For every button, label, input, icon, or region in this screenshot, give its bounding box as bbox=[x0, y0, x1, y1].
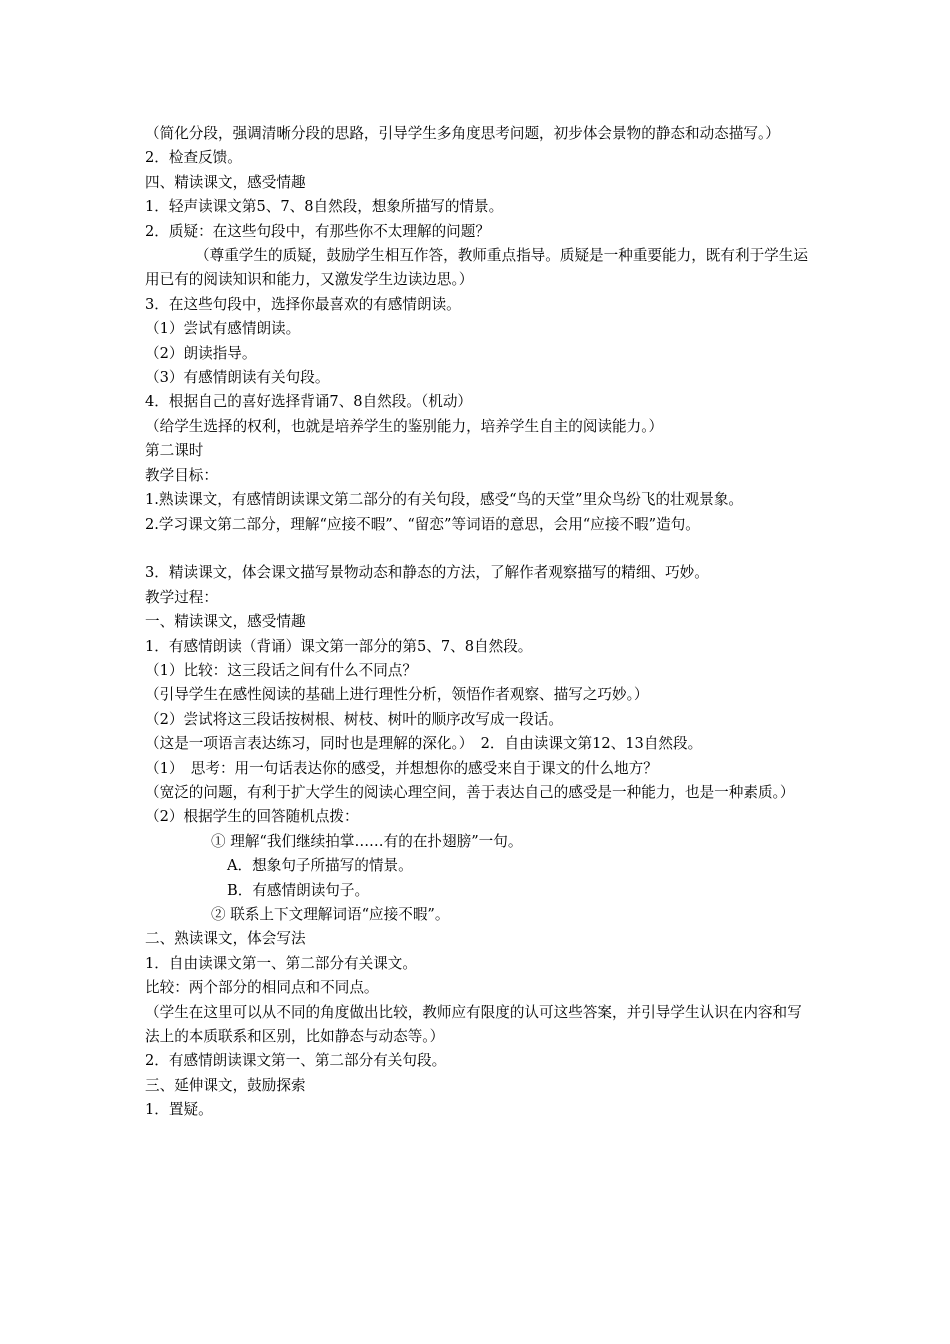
goal-item: 3．精读课文，体会课文描写景物动态和静态的方法，了解作者观察描写的精细、巧妙。 bbox=[145, 564, 709, 582]
list-item: 2．检查反馈。 bbox=[145, 149, 242, 167]
sub-list-item: （2）根据学生的回答随机点拨： bbox=[145, 808, 359, 826]
list-item: 1．有感情朗读（背诵）课文第一部分的第5、7、8自然段。 bbox=[145, 637, 533, 655]
note-paragraph: （尊重学生的质疑，鼓励学生相互作答，教师重点指导。质疑是一种重要能力，既有利于学生运用已有的阅读知识和能力，又激发学生边读边思。） bbox=[145, 247, 808, 289]
list-item: 比较：两个部分的相同点和不同点。 bbox=[145, 979, 379, 997]
goal-item: 1.熟读课文，有感情朗读课文第二部分的有关句段，感受“鸟的天堂”里众鸟纷飞的壮观景象。 bbox=[145, 491, 744, 509]
blank-line bbox=[145, 537, 813, 561]
section-heading: 四、精读课文，感受情趣 bbox=[145, 173, 306, 191]
list-item: 1．置疑。 bbox=[145, 1101, 213, 1119]
note-paragraph: （这是一项语言表达练习，同时也是理解的深化。） 2．自由读课文第12、13自然段。 bbox=[145, 735, 703, 753]
guide-sub-item: B．有感情朗读句子。 bbox=[227, 881, 370, 899]
section-heading: 三、延伸课文，鼓励探索 bbox=[145, 1076, 306, 1094]
guide-item: ② 联系上下文理解词语“应接不暇”。 bbox=[211, 905, 450, 923]
sub-list-item: （2）朗读指导。 bbox=[145, 344, 257, 362]
sub-list-item: （1） 思考：用一句话表达你的感受，并想想你的感受来自于课文的什么地方？ bbox=[145, 759, 658, 777]
sub-list-item: （1）尝试有感情朗读。 bbox=[145, 320, 301, 338]
note-paragraph: （简化分段，强调清晰分段的思路，引导学生多角度思考问题，初步体会景物的静态和动态描写。） bbox=[145, 125, 780, 142]
lesson-heading: 第二课时 bbox=[145, 442, 204, 460]
section-heading: 二、熟读课文，体会写法 bbox=[145, 930, 306, 948]
list-item: 1．自由读课文第一、第二部分有关课文。 bbox=[145, 954, 417, 972]
list-item: 4．根据自己的喜好选择背诵7、8自然段。（机动） bbox=[145, 393, 473, 411]
list-item: 2．有感情朗读课文第一、第二部分有关句段。 bbox=[145, 1052, 447, 1070]
list-item: 2．质疑：在这些句段中，有那些你不太理解的问题？ bbox=[145, 222, 490, 240]
section-label: 教学目标： bbox=[145, 466, 218, 484]
note-paragraph: （引导学生在感性阅读的基础上进行理性分析，领悟作者观察、描写之巧妙。） bbox=[145, 686, 649, 704]
guide-sub-item: A．想象句子所描写的情景。 bbox=[227, 857, 413, 875]
goal-item: 2.学习课文第二部分，理解“应接不暇”、“留恋”等词语的意思，会用“应接不暇”造句。 bbox=[145, 515, 700, 533]
section-heading: 一、精读课文，感受情趣 bbox=[145, 613, 306, 631]
list-item: 1．轻声读课文第5、7、8自然段，想象所描写的情景。 bbox=[145, 198, 504, 216]
sub-list-item: （1）比较：这三段话之间有什么不同点？ bbox=[145, 661, 417, 679]
section-label: 教学过程： bbox=[145, 588, 218, 606]
sub-list-item: （3）有感情朗读有关句段。 bbox=[145, 369, 330, 387]
note-paragraph: （给学生选择的权利，也就是培养学生的鉴别能力，培养学生自主的阅读能力。） bbox=[145, 417, 664, 435]
sub-list-item: （2）尝试将这三段话按树根、树枝、树叶的顺序改写成一段话。 bbox=[145, 710, 563, 728]
note-paragraph: （宽泛的问题，有利于扩大学生的阅读心理空间，善于表达自己的感受是一种能力，也是一种素质。） bbox=[145, 783, 795, 801]
list-item: 3．在这些句段中，选择你最喜欢的有感情朗读。 bbox=[145, 295, 461, 313]
note-paragraph: （学生在这里可以从不同的角度做出比较，教师应有限度的认可这些答案，并引导学生认识在内容和写法上的本质联系和区别，比如静态与动态等。） bbox=[145, 1003, 802, 1046]
document-body bbox=[145, 122, 813, 1123]
guide-item: ① 理解“我们继续拍掌……有的在扑翅膀”一句。 bbox=[211, 832, 523, 850]
